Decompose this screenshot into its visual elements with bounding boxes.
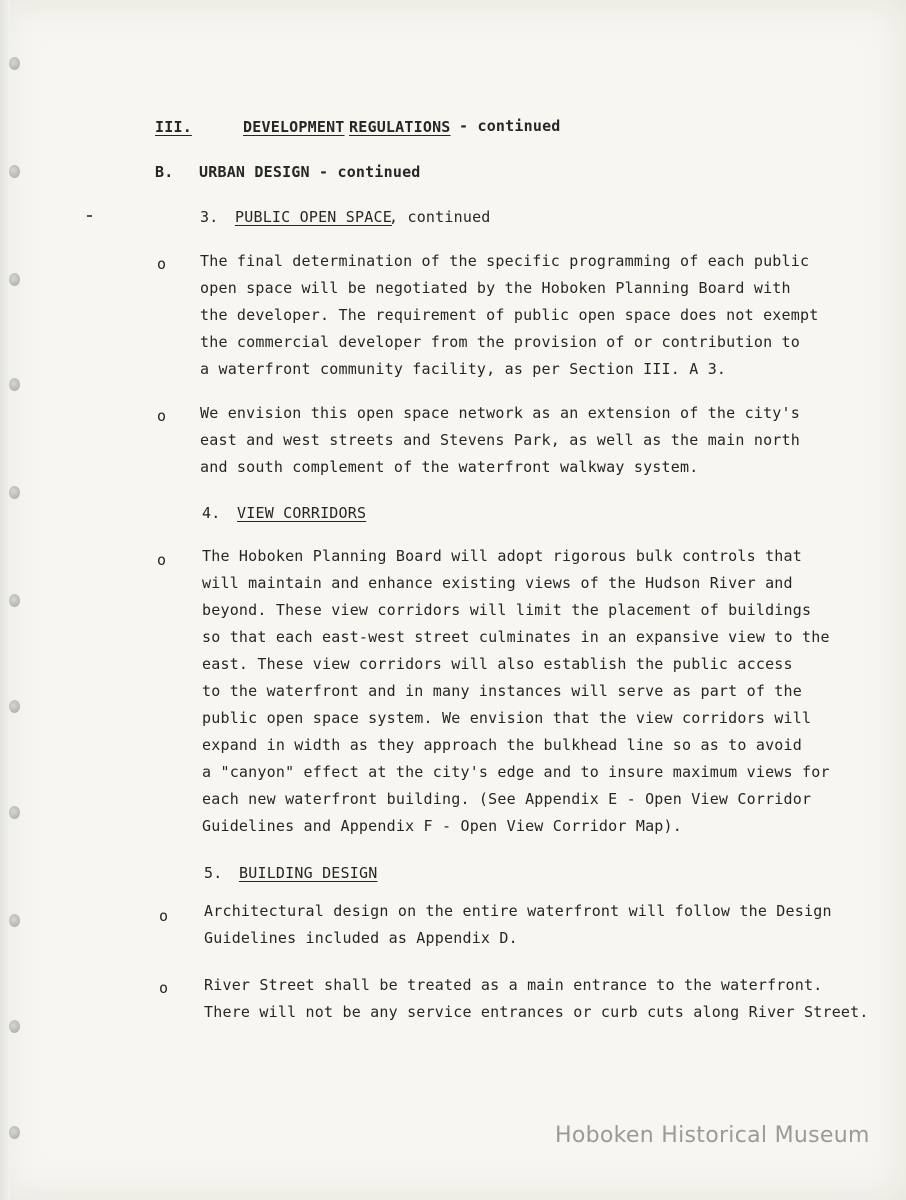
text-line: will maintain and enhance existing views of the Hudson River and: [202, 574, 793, 592]
bullet-marker: o: [159, 907, 169, 925]
bullet-marker: o: [157, 407, 167, 425]
binder-hole: [9, 378, 20, 391]
binder-hole: [9, 273, 20, 286]
text-line: so that each east-west street culminates in an expansive view to the: [202, 628, 830, 646]
heading-number: III.: [155, 118, 192, 136]
text-line: east and west streets and Stevens Park, as well as the main north: [200, 431, 800, 449]
text-line: the commercial developer from the provision of or contribution to: [200, 333, 800, 351]
paragraph-view-corridors: [202, 543, 830, 840]
binder-hole: [9, 1126, 20, 1139]
section-letter: B.: [155, 163, 174, 181]
text-line: open space will be negotiated by the Hoboken Planning Board with: [200, 279, 791, 297]
paragraph-open-space-network: [200, 400, 800, 481]
heading-word-development: DEVELOPMENT: [243, 118, 345, 136]
subsection-5-title: BUILDING DESIGN: [239, 864, 378, 882]
subsection-4-number: 4.: [202, 504, 221, 522]
text-line: a "canyon" effect at the city's edge and to insure maximum views for: [202, 763, 830, 781]
subsection-3-title: PUBLIC OPEN SPACE: [235, 208, 392, 226]
binder-hole: [9, 914, 20, 927]
bullet-marker: o: [157, 255, 167, 273]
paragraph-open-space-programming: [200, 248, 818, 383]
subsection-3-number: 3.: [200, 208, 219, 226]
binder-hole: [9, 806, 20, 819]
text-line: to the waterfront and in many instances will serve as part of the: [202, 682, 802, 700]
text-line: each new waterfront building. (See Appendix E - Open View Corridor: [202, 790, 812, 808]
subsection-3-suffix: , continued: [389, 208, 491, 226]
text-line: beyond. These view corridors will limit the placement of buildings: [202, 601, 812, 619]
paper-speck: [87, 215, 92, 217]
text-line: Guidelines and Appendix F - Open View Corridor Map).: [202, 817, 682, 835]
binder-hole: [9, 165, 20, 178]
heading-word-regulations: REGULATIONS: [349, 118, 451, 136]
text-line: expand in width as they approach the bulkhead line so as to avoid: [202, 736, 802, 754]
text-line: the developer. The requirement of public open space does not exempt: [200, 306, 819, 324]
text-line: The final determination of the specific programming of each public: [200, 252, 810, 270]
binder-hole: [9, 594, 20, 607]
paragraph-river-street: [204, 972, 869, 1026]
text-line: east. These view corridors will also establish the public access: [202, 655, 793, 673]
bullet-marker: o: [159, 979, 169, 997]
paragraph-architectural-design: [204, 898, 832, 952]
subsection-5-number: 5.: [204, 864, 223, 882]
text-line: and south complement of the waterfront walkway system.: [200, 458, 699, 476]
binder-hole: [9, 1020, 20, 1033]
binder-hole: [9, 57, 20, 70]
museum-watermark: Hoboken Historical Museum: [555, 1123, 870, 1148]
text-line: a waterfront community facility, as per Section III. A 3.: [200, 360, 727, 378]
text-line: public open space system. We envision that the view corridors will: [202, 709, 812, 727]
subsection-4-title: VIEW CORRIDORS: [237, 504, 367, 522]
text-line: Guidelines included as Appendix D.: [204, 929, 518, 947]
text-line: River Street shall be treated as a main entrance to the waterfront.: [204, 976, 823, 994]
bullet-marker: o: [157, 551, 167, 569]
binder-hole: [9, 486, 20, 499]
text-line: The Hoboken Planning Board will adopt rigorous bulk controls that: [202, 547, 802, 565]
section-title: URBAN DESIGN - continued: [199, 163, 421, 181]
binder-hole: [9, 700, 20, 713]
text-line: We envision this open space network as an extension of the city's: [200, 404, 800, 422]
text-line: Architectural design on the entire waterfront will follow the Design: [204, 902, 832, 920]
heading-suffix: - continued: [459, 117, 561, 135]
text-line: There will not be any service entrances or curb cuts along River Street.: [204, 1003, 869, 1021]
